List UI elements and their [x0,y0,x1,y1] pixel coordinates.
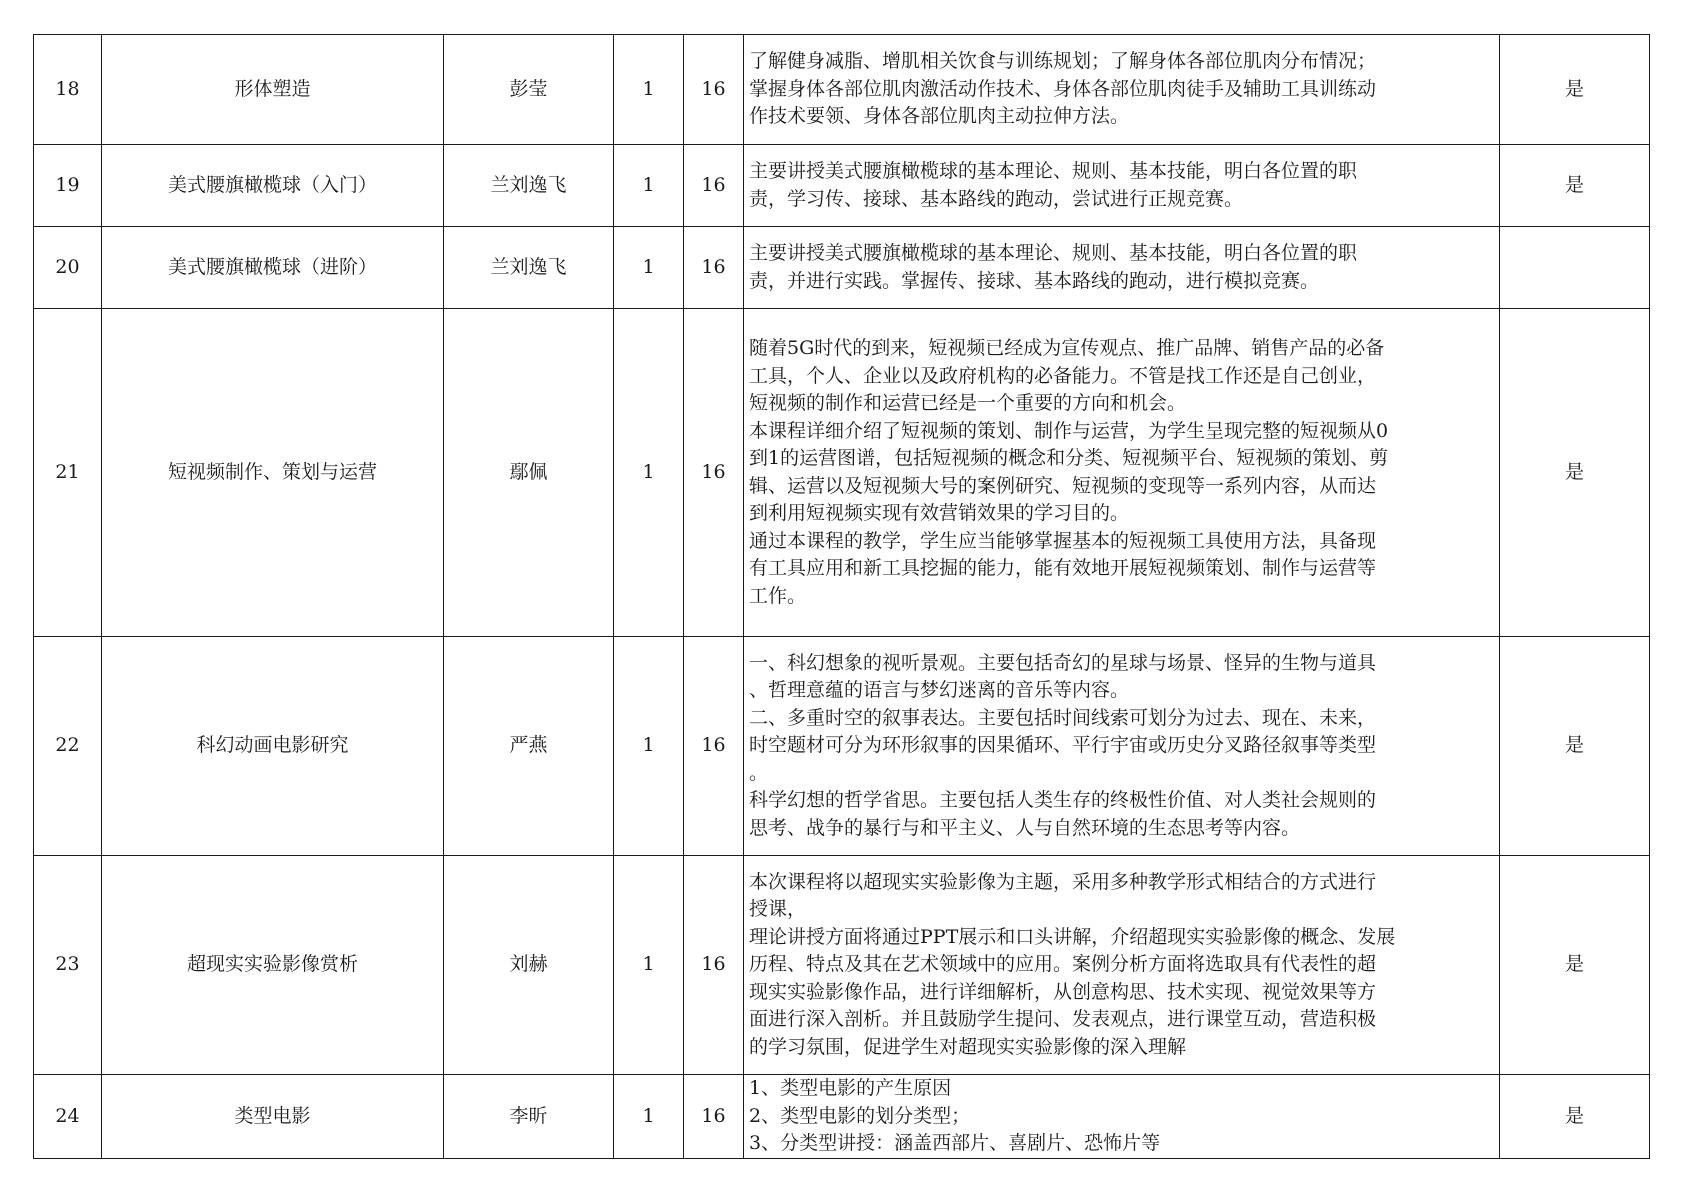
row-number: 24 [34,1075,102,1159]
table-row [34,227,1650,309]
flag: 是 [1500,637,1650,856]
credit: 1 [614,35,684,145]
credit: 1 [614,309,684,637]
course-name: 短视频制作、策划与运营 [102,309,444,637]
flag [1500,227,1650,309]
course-description: 本次课程将以超现实实验影像为主题，采用多种教学形式相结合的方式进行 授课， 理论讲授方面将通过PPT展示和口头讲解，介绍超现实实验影像的概念、发展 历程、特点及其在艺术领域中的应用。案例分析方面将选取具有代表性的超 现实实验影像作品，进行详细解析，从创意构思、技术实现、视觉效果等方 面进行深入剖析。并且鼓励学生提问、发表观点，进行课堂互动，营造积极 的学习氛围，促进学生对超现实实验影像的深入理解 [744,856,1500,1075]
course-name: 形体塑造 [102,35,444,145]
course-description: 1、类型电影的产生原因 2、类型电影的划分类型； 3、分类型讲授：涵盖西部片、喜剧片、恐怖片等 [744,1075,1500,1159]
course-description: 主要讲授美式腰旗橄榄球的基本理论、规则、基本技能，明白各位置的职 责，并进行实践。掌握传、接球、基本路线的跑动，进行模拟竞赛。 [744,227,1500,309]
credit: 1 [614,1075,684,1159]
table-row [34,309,1650,637]
course-description: 了解健身减脂、增肌相关饮食与训练规划；了解身体各部位肌肉分布情况； 掌握身体各部位肌肉激活动作技术、身体各部位肌肉徒手及辅助工具训练动 作技术要领、身体各部位肌肉主动拉伸方法。 [744,35,1500,145]
flag: 是 [1500,145,1650,227]
table-row [34,637,1650,856]
table-row [34,856,1650,1075]
course-table [33,34,1650,1159]
teacher-name: 彭莹 [444,35,614,145]
course-name: 美式腰旗橄榄球（进阶） [102,227,444,309]
course-description: 一、科幻想象的视听景观。主要包括奇幻的星球与场景、怪异的生物与道具 、哲理意蕴的语言与梦幻迷离的音乐等内容。 二、多重时空的叙事表达。主要包括时间线索可划分为过去、现在、未来， 时空题材可分为环形叙事的因果循环、平行宇宙或历史分叉路径叙事等类型 。 科学幻想的哲学省思。主要包括人类生存的终极性价值、对人类社会规则的 思考、战争的暴行与和平主义、人与自然环境的生态思考等内容。 [744,637,1500,856]
hours: 16 [684,856,744,1075]
teacher-name: 兰刘逸飞 [444,227,614,309]
teacher-name: 兰刘逸飞 [444,145,614,227]
hours: 16 [684,227,744,309]
teacher-name: 严燕 [444,637,614,856]
row-number: 20 [34,227,102,309]
credit: 1 [614,856,684,1075]
course-name: 超现实实验影像赏析 [102,856,444,1075]
teacher-name: 鄢佩 [444,309,614,637]
hours: 16 [684,1075,744,1159]
flag: 是 [1500,1075,1650,1159]
row-number: 22 [34,637,102,856]
row-number: 23 [34,856,102,1075]
course-name: 美式腰旗橄榄球（入门） [102,145,444,227]
course-name: 科幻动画电影研究 [102,637,444,856]
course-description: 主要讲授美式腰旗橄榄球的基本理论、规则、基本技能，明白各位置的职 责，学习传、接球、基本路线的跑动，尝试进行正规竞赛。 [744,145,1500,227]
row-number: 21 [34,309,102,637]
course-description: 随着5G时代的到来，短视频已经成为宣传观点、推广品牌、销售产品的必备 工具，个人、企业以及政府机构的必备能力。不管是找工作还是自己创业， 短视频的制作和运营已经是一个重要的方向和机会。 本课程详细介绍了短视频的策划、制作与运营，为学生呈现完整的短视频从0 到1的运营图谱，包括短视频的概念和分类、短视频平台、短视频的策划、剪 辑、运营以及短视频大号的案例研究、短视频的变现等一系列内容，从而达 到利用短视频实现有效营销效果的学习目的。 通过本课程的教学，学生应当能够掌握基本的短视频工具使用方法，具备现 有工具应用和新工具挖掘的能力，能有效地开展短视频策划、制作与运营等 工作。 [744,309,1500,637]
credit: 1 [614,227,684,309]
row-number: 19 [34,145,102,227]
hours: 16 [684,637,744,856]
hours: 16 [684,35,744,145]
hours: 16 [684,309,744,637]
flag: 是 [1500,856,1650,1075]
flag: 是 [1500,35,1650,145]
flag: 是 [1500,309,1650,637]
hours: 16 [684,145,744,227]
teacher-name: 刘赫 [444,856,614,1075]
table-row [34,1075,1650,1159]
table-row [34,35,1650,145]
row-number: 18 [34,35,102,145]
course-name: 类型电影 [102,1075,444,1159]
table-row [34,145,1650,227]
credit: 1 [614,145,684,227]
teacher-name: 李昕 [444,1075,614,1159]
credit: 1 [614,637,684,856]
